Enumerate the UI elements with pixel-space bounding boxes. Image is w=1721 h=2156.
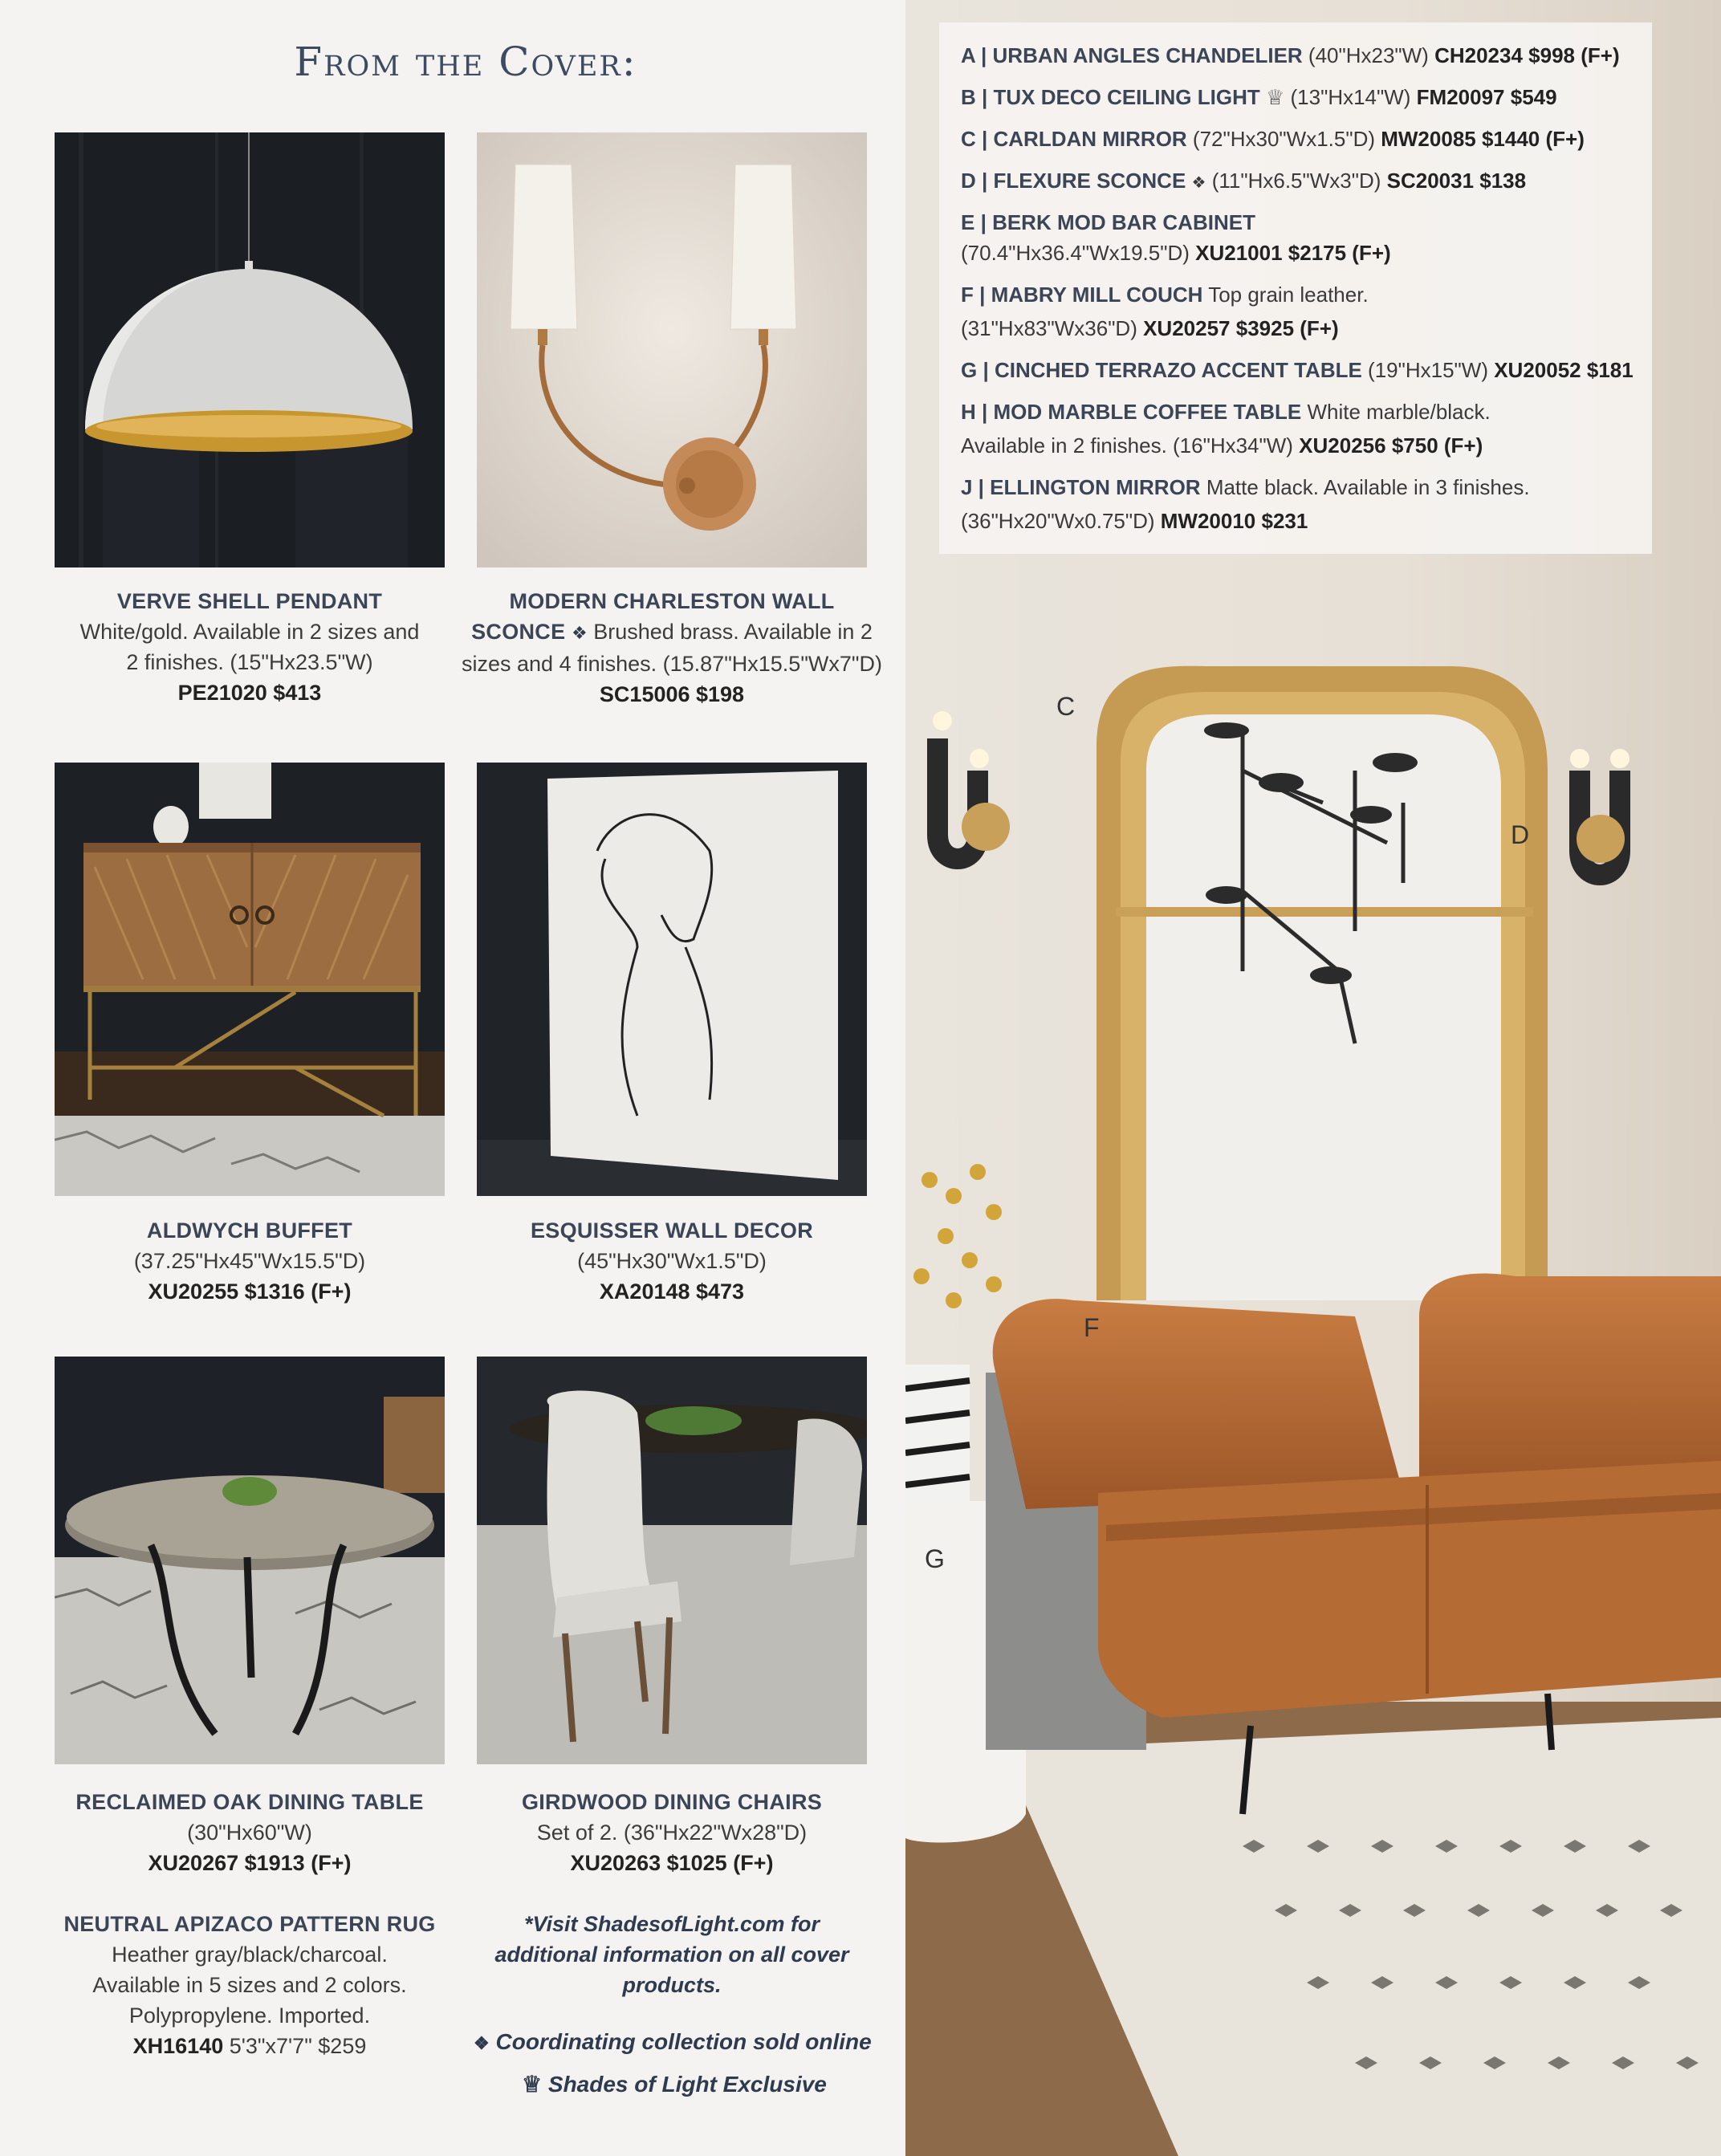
visit-note-line: products. [622, 1973, 722, 1997]
product-desc: Available in 5 sizes and 2 colors. [92, 1973, 407, 1997]
cover-item-j-line2: (36"Hx20"Wx0.75"D) MW20010 $231 [961, 509, 1308, 533]
product-desc: (45"Hx30"Wx1.5"D) [577, 1249, 767, 1273]
legend-coordinating: ❖ Coordinating collection sold online [474, 2029, 872, 2054]
visit-note-line: additional information on all cover [494, 1942, 849, 1967]
product-desc: Polypropylene. Imported. [128, 2003, 371, 2028]
crown-icon: ♕ [1265, 85, 1285, 109]
caption-verve-shell-pendant [55, 586, 445, 708]
product-name: ALDWYCH BUFFET [146, 1218, 353, 1243]
product-name: MODERN CHARLESTON WALL [509, 589, 835, 613]
cover-item-a: A | URBAN ANGLES CHANDELIER (40"Hx23"W) CH20234 $998 (F+) [961, 43, 1620, 67]
product-sku: SC15006 $198 [599, 682, 745, 706]
verve-shell-pendant-photo [55, 132, 445, 567]
product-sku: PE21020 $413 [177, 681, 322, 705]
product-desc: Heather gray/black/charcoal. [112, 1942, 388, 1967]
product-desc: 2 finishes. (15"Hx23.5"W) [126, 650, 373, 674]
visit-note [477, 1909, 867, 2000]
product-name: RECLAIMED OAK DINING TABLE [75, 1790, 424, 1814]
product-desc: White/gold. Available in 2 sizes and [79, 620, 420, 644]
product-desc: (30"Hx60"W) [187, 1820, 312, 1845]
diamond-icon: ❖ [474, 2033, 490, 2053]
product-name: VERVE SHELL PENDANT [116, 589, 383, 613]
product-size-price: 5'3"x7'7" $259 [223, 2034, 367, 2058]
girdwood-dining-chairs-photo [477, 1357, 867, 1764]
cover-item-c: C | CARLDAN MIRROR (72"Hx30"Wx1.5"D) MW20085 $1440 (F+) [961, 127, 1585, 151]
caption-reclaimed-oak-dining-table [55, 1787, 445, 1878]
product-name: SCONCE [471, 620, 566, 644]
cover-item-b: B | TUX DECO CEILING LIGHT ♕ (13"Hx14"W) FM20097 $549 [961, 85, 1557, 109]
cover-item-d: D | FLEXURE SCONCE ❖ (11"Hx6.5"Wx3"D) SC20031 $138 [961, 169, 1527, 193]
room-label-f: F [1084, 1313, 1100, 1342]
esquisser-wall-decor-photo [477, 763, 867, 1196]
caption-aldwych-buffet [55, 1215, 445, 1307]
caption-girdwood-dining-chairs [477, 1787, 867, 1878]
product-sku: XU20263 $1025 (F+) [570, 1851, 774, 1875]
diamond-icon: ❖ [1191, 174, 1206, 192]
product-sku: XH16140 [132, 2034, 224, 2058]
product-name: GIRDWOOD DINING CHAIRS [521, 1790, 823, 1814]
product-sku: XU20255 $1316 (F+) [148, 1279, 352, 1304]
room-label-d: D [1511, 820, 1530, 849]
product-desc: Brushed brass. Available in 2 [593, 620, 873, 644]
cover-item-j: J | ELLINGTON MIRROR Matte black. Available in 3 finishes. [961, 475, 1530, 499]
cover-item-f: F | MABRY MILL COUCH Top grain leather. [961, 283, 1369, 307]
visit-note-line: *Visit ShadesofLight.com for [523, 1912, 820, 1936]
cover-item-h: H | MOD MARBLE COFFEE TABLE White marble/black. [961, 400, 1491, 424]
cover-item-e-line2: (70.4"Hx36.4"Wx19.5"D) XU21001 $2175 (F+) [961, 241, 1391, 265]
caption-neutral-apizaco-rug [55, 1909, 445, 2061]
product-name: ESQUISSER WALL DECOR [530, 1218, 814, 1243]
room-label-g: G [925, 1544, 945, 1573]
product-desc: sizes and 4 finishes. (15.87"Hx15.5"Wx7"D) [462, 652, 882, 676]
reclaimed-oak-dining-table-photo [55, 1357, 445, 1764]
page-title: From the Cover: [294, 39, 637, 85]
product-desc: Set of 2. (36"Hx22"Wx28"D) [536, 1820, 808, 1845]
cover-item-g: G | CINCHED TERRAZO ACCENT TABLE (19"Hx15"W) XU20052 $181 [961, 358, 1634, 382]
product-sku: XU20267 $1913 (F+) [148, 1851, 352, 1875]
cover-item-f-line2: (31"Hx83"Wx36"D) XU20257 $3925 (F+) [961, 316, 1339, 340]
cover-item-h-line2: Available in 2 finishes. (16"Hx34"W) XU20256 $750 (F+) [961, 433, 1483, 458]
product-desc: (37.25"Hx45"Wx15.5"D) [133, 1249, 366, 1273]
aldwych-buffet-photo [55, 763, 445, 1196]
modern-charleston-sconce-photo [477, 132, 867, 567]
product-sku: XA20148 $473 [599, 1279, 745, 1304]
product-name: NEUTRAL APIZACO PATTERN RUG [63, 1912, 436, 1936]
caption-modern-charleston-sconce [461, 586, 883, 710]
legend-exclusive: ♕ Shades of Light Exclusive [522, 2072, 827, 2097]
room-label-c: C [1056, 692, 1076, 721]
caption-esquisser-wall-decor [477, 1215, 867, 1307]
cover-item-e: E | BERK MOD BAR CABINET [961, 210, 1255, 234]
diamond-icon: ❖ [571, 623, 588, 643]
crown-icon: ♕ [522, 2072, 543, 2097]
